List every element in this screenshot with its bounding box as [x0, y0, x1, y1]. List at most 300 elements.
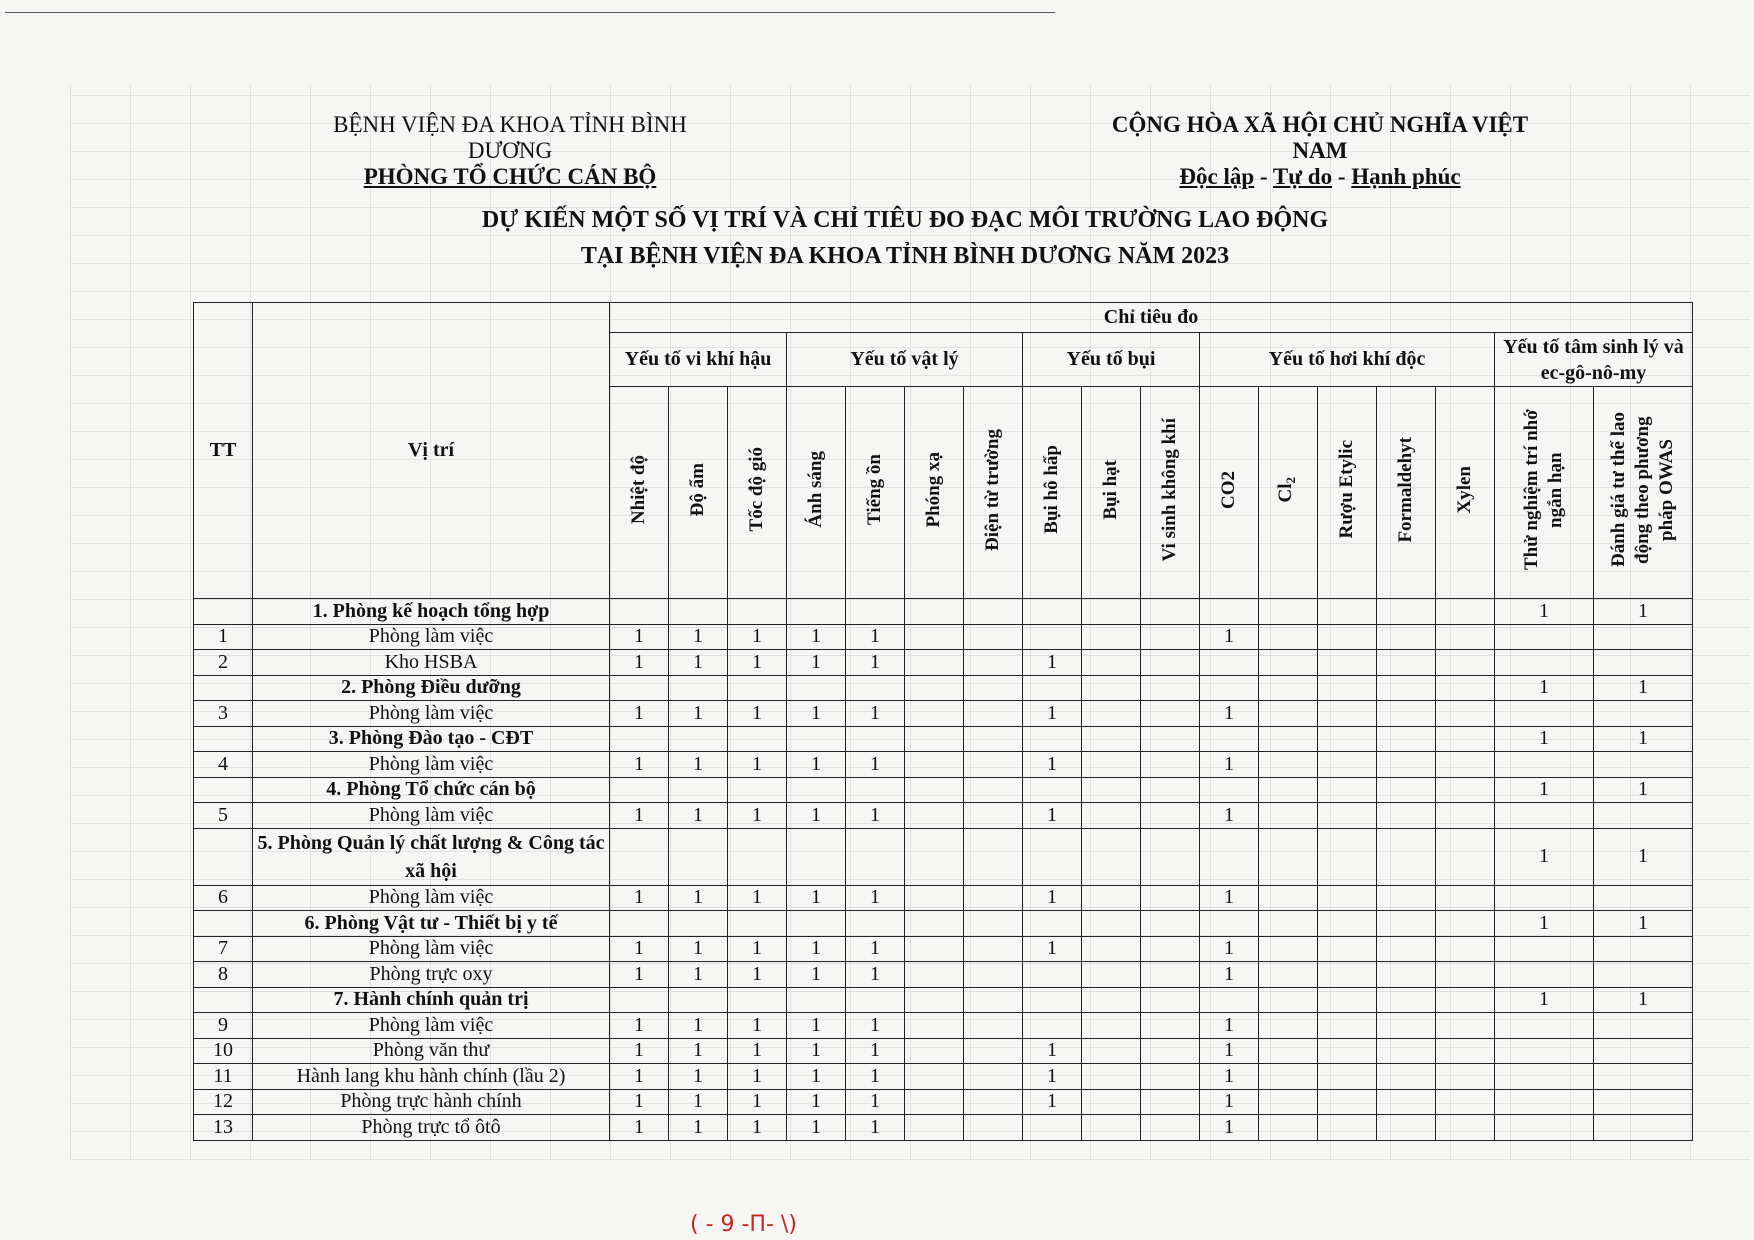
cell-value: [1259, 987, 1318, 1013]
cell-value: [1141, 675, 1200, 701]
cell-value: [1259, 1038, 1318, 1064]
cell-value: [1377, 599, 1436, 625]
cell-value: [1318, 962, 1377, 988]
motto-part-a: Độc lập: [1179, 164, 1255, 189]
cell-value: [1082, 885, 1141, 911]
cell-value: [1023, 624, 1082, 650]
cell-value: [1436, 1064, 1495, 1090]
cell-value: 1: [787, 624, 846, 650]
cell-value: 1: [669, 885, 728, 911]
cell-value: 1: [728, 803, 787, 829]
table-row: [194, 1064, 1693, 1090]
cell-value: 1: [1023, 752, 1082, 778]
cell-value: 1: [1023, 650, 1082, 676]
group-microclimate: Yếu tố vi khí hậu: [610, 333, 787, 387]
cell-value: [728, 777, 787, 803]
cell-value: [964, 624, 1023, 650]
col-memory-test: Thử nghiệm trí nhớ ngắn hạn: [1495, 387, 1594, 599]
cell-value: [787, 987, 846, 1013]
header-left: [300, 112, 720, 190]
cell-position: Kho HSBA: [253, 650, 610, 676]
cell-value: [1141, 752, 1200, 778]
cell-value: 1: [846, 1064, 905, 1090]
cell-value: 1: [1200, 962, 1259, 988]
cell-value: [1023, 1115, 1082, 1141]
cell-value: [1082, 911, 1141, 937]
cell-value: [1594, 1089, 1693, 1115]
table-row: [194, 624, 1693, 650]
cell-value: 1: [610, 1064, 669, 1090]
cell-value: [1082, 936, 1141, 962]
cell-value: [846, 777, 905, 803]
cell-value: [1436, 1089, 1495, 1115]
cell-value: [1023, 1013, 1082, 1039]
cell-value: [1318, 675, 1377, 701]
cell-value: [787, 726, 846, 752]
cell-value: 1: [728, 885, 787, 911]
cell-value: [1436, 803, 1495, 829]
cell-position: Hành lang khu hành chính (lầu 2): [253, 1064, 610, 1090]
title-line-2: TẠI BỆNH VIỆN ĐA KHOA TỈNH BÌNH DƯƠNG NĂM 2023: [580, 243, 1230, 269]
cell-value: [1377, 701, 1436, 727]
group-dust: Yếu tố bụi: [1023, 333, 1200, 387]
table-body: [194, 599, 1693, 1141]
cell-value: 1: [610, 701, 669, 727]
col-humidity: Độ ẩm: [669, 387, 728, 599]
cell-value: [964, 962, 1023, 988]
cell-value: [905, 1089, 964, 1115]
cell-value: 1: [1023, 936, 1082, 962]
cell-value: 1: [610, 624, 669, 650]
cell-value: [1377, 803, 1436, 829]
cell-value: 1: [669, 1038, 728, 1064]
cell-value: [1318, 885, 1377, 911]
cell-tt: 9: [194, 1013, 253, 1039]
section-row: [194, 726, 1693, 752]
cell-value: [1318, 1115, 1377, 1141]
cell-value: [964, 1064, 1023, 1090]
cell-value: [1495, 701, 1594, 727]
cell-value: [1377, 624, 1436, 650]
cell-value: 1: [846, 1038, 905, 1064]
cell-value: [1318, 726, 1377, 752]
cell-value: [610, 675, 669, 701]
cell-value: [728, 987, 787, 1013]
cell-value: [1141, 599, 1200, 625]
cell-value: 1: [1594, 987, 1693, 1013]
cell-value: [1377, 726, 1436, 752]
cell-tt: 3: [194, 701, 253, 727]
motto-part-b: Tự do: [1272, 164, 1333, 189]
motto-sep-1: -: [1254, 164, 1273, 189]
cell-value: [1082, 1064, 1141, 1090]
cell-value: [1495, 885, 1594, 911]
cell-value: [905, 1038, 964, 1064]
cell-value: [964, 803, 1023, 829]
cell-value: [1594, 962, 1693, 988]
cell-tt: 12: [194, 1089, 253, 1115]
cell-value: [1082, 828, 1141, 885]
cell-value: [1200, 828, 1259, 885]
cell-value: [1318, 1064, 1377, 1090]
cell-value: [1259, 777, 1318, 803]
cell-value: [1495, 650, 1594, 676]
cell-value: [1377, 1013, 1436, 1039]
cell-value: 1: [728, 650, 787, 676]
cell-value: [1436, 987, 1495, 1013]
col-emf: Điện từ trường: [964, 387, 1023, 599]
cell-value: 1: [787, 752, 846, 778]
cell-value: [1318, 701, 1377, 727]
cell-value: [1318, 1038, 1377, 1064]
cell-value: [905, 911, 964, 937]
cell-value: 1: [1200, 701, 1259, 727]
cell-value: 1: [669, 1115, 728, 1141]
cell-value: 1: [728, 1013, 787, 1039]
cell-value: [787, 675, 846, 701]
cell-value: 1: [610, 752, 669, 778]
col-co2: CO2: [1200, 387, 1259, 599]
cell-position: Phòng trực hành chính: [253, 1089, 610, 1115]
cell-value: 1: [846, 701, 905, 727]
cell-value: [1141, 936, 1200, 962]
cell-value: 1: [728, 936, 787, 962]
cell-value: 1: [787, 1038, 846, 1064]
cell-value: [1082, 726, 1141, 752]
cell-value: 1: [1200, 752, 1259, 778]
cell-value: 1: [728, 1064, 787, 1090]
cell-value: [1259, 828, 1318, 885]
hospital-name: BỆNH VIỆN ĐA KHOA TỈNH BÌNH DƯƠNG: [333, 112, 687, 163]
cell-value: [1495, 1013, 1594, 1039]
cell-value: [728, 599, 787, 625]
cell-value: 1: [610, 650, 669, 676]
cell-value: [1141, 650, 1200, 676]
section-row: [194, 987, 1693, 1013]
cell-value: [1594, 1013, 1693, 1039]
header-right: [1100, 112, 1540, 190]
cell-value: [905, 701, 964, 727]
cell-value: [1023, 987, 1082, 1013]
cell-tt: 11: [194, 1064, 253, 1090]
cell-value: [1259, 803, 1318, 829]
cell-value: [1377, 675, 1436, 701]
cell-value: [964, 1013, 1023, 1039]
cell-value: [1436, 1115, 1495, 1141]
col-light: Ánh sáng: [787, 387, 846, 599]
cell-tt: 10: [194, 1038, 253, 1064]
motto-part-c: Hạnh phúc: [1351, 164, 1461, 189]
cell-value: [1495, 962, 1594, 988]
cell-value: 1: [610, 962, 669, 988]
cell-value: [1377, 1038, 1436, 1064]
cell-value: [1318, 1089, 1377, 1115]
cell-value: [905, 599, 964, 625]
cell-value: 1: [1200, 803, 1259, 829]
cell-value: 1: [1495, 777, 1594, 803]
cell-value: 1: [728, 701, 787, 727]
cell-value: 1: [846, 1013, 905, 1039]
cell-position: Phòng trực oxy: [253, 962, 610, 988]
table-row: [194, 936, 1693, 962]
cell-value: [1436, 1038, 1495, 1064]
cell-value: 1: [1495, 911, 1594, 937]
col-noise: Tiếng ồn: [846, 387, 905, 599]
cell-value: [1141, 726, 1200, 752]
cell-value: [1318, 777, 1377, 803]
cell-value: 1: [787, 1089, 846, 1115]
cell-value: [1377, 828, 1436, 885]
cell-value: [1318, 987, 1377, 1013]
cell-value: [1436, 962, 1495, 988]
cell-value: [905, 1013, 964, 1039]
cell-value: [1594, 1064, 1693, 1090]
cell-value: [1495, 1089, 1594, 1115]
section-row: [194, 777, 1693, 803]
cell-value: [1082, 777, 1141, 803]
cell-value: [1318, 911, 1377, 937]
cell-value: [610, 777, 669, 803]
cell-value: [610, 911, 669, 937]
cell-value: [1495, 1115, 1594, 1141]
measurement-table: [193, 302, 1693, 1141]
cell-value: 1: [1023, 1089, 1082, 1115]
cell-value: [905, 624, 964, 650]
cell-position: 6. Phòng Vật tư - Thiết bị y tế: [253, 911, 610, 937]
col-header-position: Vị trí: [253, 303, 610, 599]
cell-value: [846, 828, 905, 885]
cell-value: [1200, 987, 1259, 1013]
cell-value: [1436, 599, 1495, 625]
cell-value: 1: [669, 650, 728, 676]
cell-value: [1141, 1038, 1200, 1064]
cell-value: 1: [1200, 1064, 1259, 1090]
cell-value: 1: [1495, 828, 1594, 885]
cell-position: 7. Hành chính quản trị: [253, 987, 610, 1013]
cell-value: [1436, 911, 1495, 937]
cell-value: [1259, 675, 1318, 701]
cell-value: [1594, 650, 1693, 676]
cell-value: [905, 962, 964, 988]
cell-value: 1: [669, 701, 728, 727]
cell-value: 1: [846, 650, 905, 676]
cell-value: [610, 828, 669, 885]
cell-value: [1436, 936, 1495, 962]
section-row: [194, 599, 1693, 625]
cell-value: [1259, 1115, 1318, 1141]
cell-tt: 4: [194, 752, 253, 778]
cell-value: [1141, 911, 1200, 937]
cell-position: Phòng trực tổ ôtô: [253, 1115, 610, 1141]
cell-value: [1082, 599, 1141, 625]
cell-value: [1495, 1038, 1594, 1064]
cell-value: 1: [1200, 1115, 1259, 1141]
cell-value: [1594, 624, 1693, 650]
cell-value: [1495, 624, 1594, 650]
cell-value: [1141, 803, 1200, 829]
cell-value: [1318, 803, 1377, 829]
cell-value: [905, 777, 964, 803]
cell-value: 1: [610, 1013, 669, 1039]
group-toxic-gas: Yếu tố hơi khí độc: [1200, 333, 1495, 387]
cell-value: 1: [1495, 599, 1594, 625]
national-title: CỘNG HÒA XÃ HỘI CHỦ NGHĨA VIỆT NAM: [1111, 112, 1529, 163]
cell-value: [1082, 1038, 1141, 1064]
cell-value: 1: [846, 936, 905, 962]
cell-value: [1259, 624, 1318, 650]
cell-value: [964, 1038, 1023, 1064]
cell-value: [1377, 777, 1436, 803]
cell-value: [1082, 701, 1141, 727]
cell-value: [669, 599, 728, 625]
cell-value: 1: [1594, 828, 1693, 885]
table-row: [194, 962, 1693, 988]
cell-value: [1200, 650, 1259, 676]
cell-value: 1: [787, 1064, 846, 1090]
cell-value: [1200, 911, 1259, 937]
cell-value: 1: [610, 1089, 669, 1115]
cell-tt: 13: [194, 1115, 253, 1141]
cell-position: Phòng văn thư: [253, 1038, 610, 1064]
cell-value: [1082, 752, 1141, 778]
cell-tt: [194, 675, 253, 701]
cell-tt: [194, 599, 253, 625]
group-physical: Yếu tố vật lý: [787, 333, 1023, 387]
cell-value: [1023, 911, 1082, 937]
cell-value: 1: [669, 624, 728, 650]
cell-value: [1023, 777, 1082, 803]
cell-tt: [194, 726, 253, 752]
cell-value: [1141, 828, 1200, 885]
cell-value: [905, 987, 964, 1013]
cell-position: 2. Phòng Điều dưỡng: [253, 675, 610, 701]
cell-value: 1: [1023, 701, 1082, 727]
cell-value: [964, 936, 1023, 962]
cell-value: [669, 911, 728, 937]
cell-position: Phòng làm việc: [253, 752, 610, 778]
cell-value: [1594, 752, 1693, 778]
national-motto: [1100, 164, 1540, 190]
cell-value: 1: [728, 752, 787, 778]
cell-value: [964, 828, 1023, 885]
cell-value: [1259, 650, 1318, 676]
cell-position: 3. Phòng Đào tạo - CĐT: [253, 726, 610, 752]
cell-value: [1436, 752, 1495, 778]
cell-position: Phòng làm việc: [253, 936, 610, 962]
cell-tt: [194, 828, 253, 885]
group-psych: Yếu tố tâm sinh lý và ec-gô-nô-my: [1495, 333, 1693, 387]
cell-value: 1: [846, 885, 905, 911]
cell-value: [1200, 726, 1259, 752]
cell-value: [1377, 987, 1436, 1013]
cell-value: 1: [728, 1089, 787, 1115]
cell-value: [964, 911, 1023, 937]
cell-value: [1082, 675, 1141, 701]
cell-value: 1: [846, 624, 905, 650]
cell-value: [610, 599, 669, 625]
cell-tt: [194, 911, 253, 937]
cell-value: [1141, 885, 1200, 911]
cell-value: [1318, 936, 1377, 962]
cell-value: [1259, 1064, 1318, 1090]
table-row: [194, 1013, 1693, 1039]
cell-value: [1082, 987, 1141, 1013]
table-row: [194, 885, 1693, 911]
cell-value: 1: [728, 624, 787, 650]
cell-position: Phòng làm việc: [253, 701, 610, 727]
cell-value: 1: [610, 1115, 669, 1141]
cell-value: [669, 675, 728, 701]
cell-value: [1141, 1064, 1200, 1090]
cell-value: [905, 885, 964, 911]
col-temperature: Nhiệt độ: [610, 387, 669, 599]
cell-value: 1: [846, 803, 905, 829]
cell-value: 1: [787, 803, 846, 829]
cell-value: [1141, 962, 1200, 988]
cell-value: [669, 726, 728, 752]
cell-value: [787, 911, 846, 937]
col-airborne-microbes: Vi sinh không khí: [1141, 387, 1200, 599]
cell-value: 1: [610, 803, 669, 829]
cell-value: 1: [669, 936, 728, 962]
cell-value: 1: [1594, 911, 1693, 937]
cell-value: [1259, 701, 1318, 727]
cell-value: [1023, 599, 1082, 625]
section-row: [194, 828, 1693, 885]
cell-value: [669, 987, 728, 1013]
table-row: [194, 701, 1693, 727]
cell-value: [1141, 701, 1200, 727]
cell-tt: [194, 777, 253, 803]
cell-value: 1: [728, 1115, 787, 1141]
cell-value: 1: [1023, 1064, 1082, 1090]
cell-value: 1: [787, 885, 846, 911]
cell-value: 1: [610, 885, 669, 911]
cell-value: [846, 599, 905, 625]
cell-position: 1. Phòng kế hoạch tổng hợp: [253, 599, 610, 625]
cell-value: [1023, 828, 1082, 885]
cell-value: 1: [669, 1089, 728, 1115]
cell-value: [1141, 987, 1200, 1013]
cell-value: [964, 987, 1023, 1013]
cell-value: [1436, 885, 1495, 911]
col-particle-dust: Bụi hạt: [1082, 387, 1141, 599]
cell-value: 1: [1023, 803, 1082, 829]
cell-value: 1: [787, 936, 846, 962]
cell-value: [1318, 752, 1377, 778]
cell-value: [1259, 911, 1318, 937]
cell-value: [905, 828, 964, 885]
cell-value: [728, 675, 787, 701]
cell-value: 1: [846, 1089, 905, 1115]
cell-value: [1377, 885, 1436, 911]
cell-tt: 1: [194, 624, 253, 650]
cell-value: [728, 828, 787, 885]
cell-value: [1436, 726, 1495, 752]
cell-value: [1259, 726, 1318, 752]
cell-value: [669, 828, 728, 885]
cell-value: [1377, 911, 1436, 937]
cell-value: [610, 987, 669, 1013]
cell-value: [1141, 1089, 1200, 1115]
col-cl2: $Cl_2$: [1259, 387, 1318, 599]
cell-value: [1436, 650, 1495, 676]
cell-value: [1318, 1013, 1377, 1039]
cell-value: [846, 987, 905, 1013]
cell-value: [846, 726, 905, 752]
cell-value: [1200, 599, 1259, 625]
document-title: [380, 202, 1430, 274]
